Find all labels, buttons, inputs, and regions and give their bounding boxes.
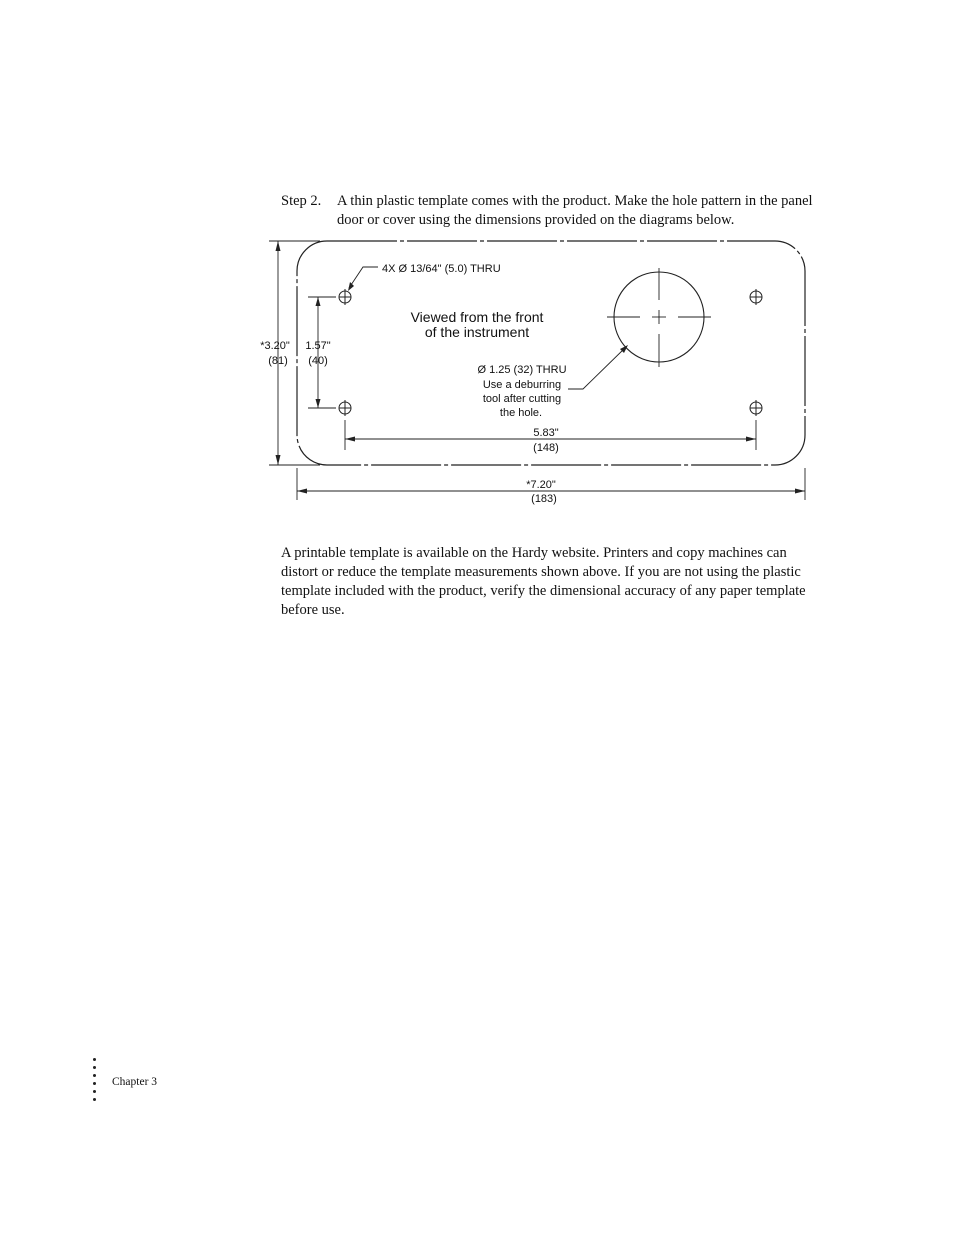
center-hole — [607, 268, 711, 367]
hspacing-arrow-left — [345, 437, 355, 442]
center-hole-label-3: tool after cutting — [482, 393, 562, 405]
width-arrow-right — [795, 489, 805, 494]
height-inches: *3.20" — [260, 340, 290, 352]
mounting-hole-top-left — [339, 289, 351, 305]
hspacing-mm: (148) — [533, 442, 559, 454]
mounting-hole-bottom-right — [750, 400, 762, 416]
hspacing-inches: 5.83" — [533, 427, 559, 439]
height-mm: (81) — [268, 355, 288, 367]
step-instruction: A thin plastic template comes with the product. Make the hole pattern in the panel door or cover using the dimensions provided on the diagrams below. — [337, 193, 813, 228]
mounting-hole-top-right — [750, 289, 762, 305]
view-label-line2: of the instrument — [424, 324, 530, 340]
height-arrow-top — [276, 241, 281, 251]
center-hole-label-1: Ø 1.25 (32) THRU — [477, 364, 567, 376]
center-hole-label-4: the hole. — [499, 407, 543, 419]
center-hole-leader — [568, 347, 626, 389]
hole-callout-leader — [349, 267, 378, 288]
width-arrow-left — [297, 489, 307, 494]
hole-callout-text: 4X Ø 13/64" (5.0) THRU — [382, 263, 501, 275]
height-arrow-bottom — [276, 455, 281, 465]
hole-callout-arrow — [348, 282, 354, 291]
vspacing-inches: 1.57" — [305, 340, 331, 352]
vspacing-mm: (40) — [308, 355, 328, 367]
hspacing-arrow-right — [746, 437, 756, 442]
mounting-hole-bottom-left — [339, 400, 351, 416]
footer-chapter-label: Chapter 3 — [112, 1076, 158, 1088]
width-inches: *7.20" — [526, 479, 556, 491]
vspacing-arrow-bottom — [316, 399, 321, 408]
template-note: A printable template is available on the Hardy website. Printers and copy machines can distort or reduce the template measurements shown above. If you are not using the plastic template included with the product, verify the dimensional accuracy of any paper template before use. — [281, 545, 806, 618]
step-label: Step 2. — [281, 193, 322, 209]
vspacing-arrow-top — [316, 297, 321, 306]
footer-dots-decoration — [93, 1058, 97, 1106]
width-mm: (183) — [531, 493, 557, 505]
center-hole-label-2: Use a deburring — [482, 379, 562, 391]
view-label-line1: Viewed from the front — [410, 309, 544, 325]
